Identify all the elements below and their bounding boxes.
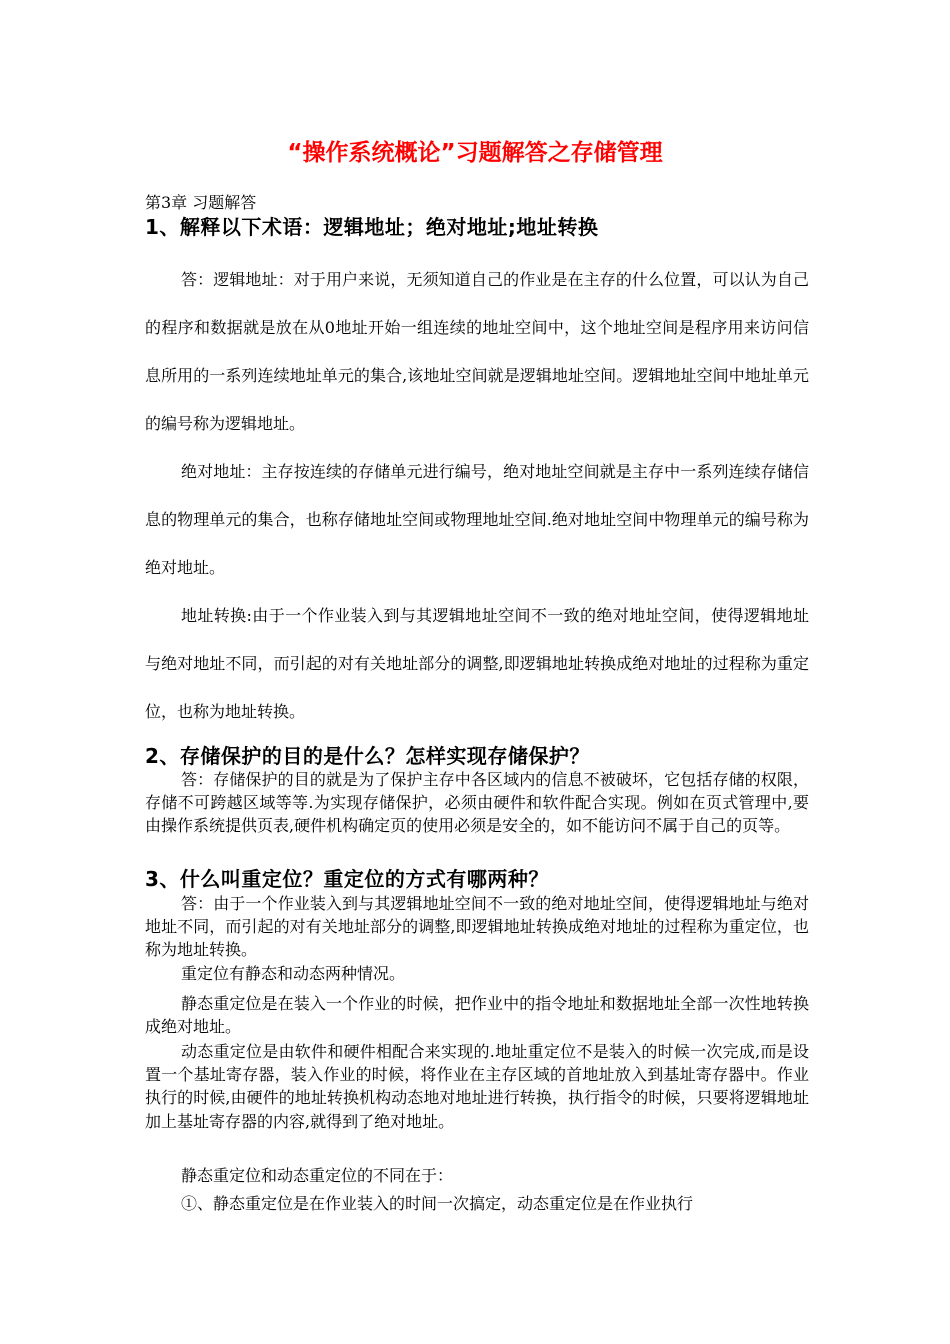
answer-1-absolute-address: 绝对地址：主存按连续的存储单元进行编号，绝对地址空间就是主存中一系列连续存储信息的物理单元的集合，也称存储地址空间或物理地址空间.绝对地址空间中物理单元的编号称为绝对地址。: [145, 462, 809, 577]
answer-2-paragraph: 答：存储保护的目的就是为了保护主存中各区域内的信息不被破坏，它包括存储的权限，存储不可跨越区域等等.为实现存储保护，必须由硬件和软件配合实现。例如在页式管理中,要由操作系统提供页表,硬件机构确定页的使用必须是安全的，如不能访问不属于自己的页等。: [145, 770, 809, 836]
answer-3-paragraph-1: 答：由于一个作业装入到与其逻辑地址空间不一致的绝对地址空间，使得逻辑地址与绝对地址不同，而引起的对有关地址部分的调整,即逻辑地址转换成绝对地址的过程称为重定位，也称为地址转换。: [145, 894, 809, 960]
answer-3-difference-item-1: ①、静态重定位是在作业装入的时间一次搞定，动态重定位是在作业执行: [181, 1194, 694, 1213]
answer-3-dynamic-relocation: 动态重定位是由软件和硬件相配合来实现的.地址重定位不是装入的时候一次完成,而是设置一个基址寄存器，装入作业的时候，将作业在主存区域的首地址放入到基址寄存器中。作业执行的时候,由硬件的地址转换机构动态地对地址进行转换，执行指令的时候，只要将逻辑地址加上基址寄存器的内容,就得到了绝对地址。: [145, 1042, 809, 1131]
question-3-heading: 3、什么叫重定位？重定位的方式有哪两种？: [145, 867, 549, 891]
question-1-heading: 1、解释以下术语：逻辑地址；绝对地址;地址转换: [145, 215, 599, 239]
document-title: “操作系统概论”习题解答之存储管理: [287, 140, 663, 166]
answer-3-difference-intro: 静态重定位和动态重定位的不同在于：: [181, 1166, 454, 1185]
question-2-heading: 2、存储保护的目的是什么？怎样实现存储保护？: [145, 744, 590, 768]
answer-1-address-translation: 地址转换:由于一个作业装入到与其逻辑地址空间不一致的绝对地址空间，使得逻辑地址与绝对地址不同，而引起的对有关地址部分的调整,即逻辑地址转换成绝对地址的过程称为重定位，也称为地址转换。: [145, 606, 809, 721]
chapter-label: 第3章 习题解答: [145, 193, 257, 212]
answer-1-logical-address: 答：逻辑地址：对于用户来说，无须知道自己的作业是在主存的什么位置，可以认为自己的程序和数据就是放在从0地址开始一组连续的地址空间中，这个地址空间是程序用来访问信息所用的一系列连续地址单元的集合,该地址空间就是逻辑地址空间。逻辑地址空间中地址单元的编号称为逻辑地址。: [145, 270, 809, 433]
answer-3-paragraph-2: 重定位有静态和动态两种情况。: [181, 964, 406, 983]
answer-3-static-relocation: 静态重定位是在装入一个作业的时候，把作业中的指令地址和数据地址全部一次性地转换成绝对地址。: [145, 994, 809, 1037]
